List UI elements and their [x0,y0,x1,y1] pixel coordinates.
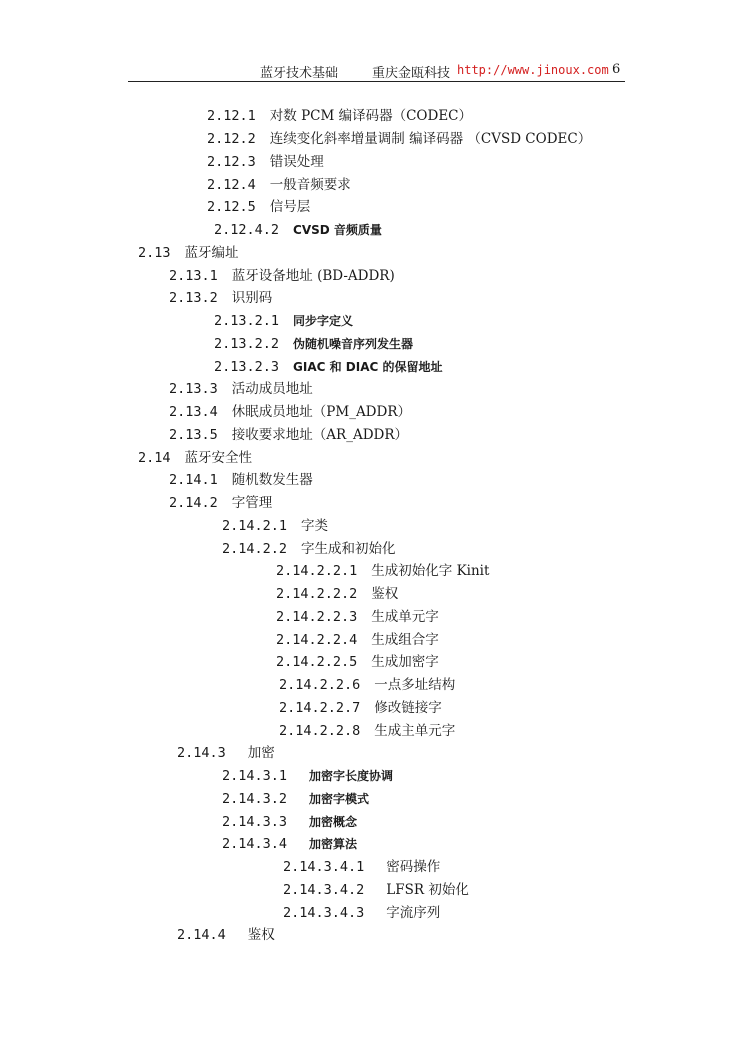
toc-label: 休眠成员地址（PM_ADDR） [231,404,411,420]
toc-label: 识别码 [231,290,273,306]
toc-number: 2.14.3.4 [222,836,288,852]
toc-label: 活动成员地址 [231,381,313,397]
toc-label: 密码操作 [386,859,441,875]
toc-label: 蓝牙设备地址 (BD-ADDR) [231,268,395,284]
toc-entry[interactable] [169,380,313,398]
toc-label: CVSD 音频质量 [293,223,382,237]
header-title: 蓝牙技术基础 [260,66,339,81]
toc-label: 蓝牙安全性 [184,450,253,466]
toc-entry[interactable] [276,631,439,649]
toc-number: 2.14.2.2.5 [276,654,358,670]
toc-entry[interactable] [207,176,351,194]
toc-number: 2.14.3 [177,745,226,761]
toc-label: 一点多址结构 [374,677,456,693]
toc-entry[interactable] [276,562,489,580]
toc-number: 2.14.1 [169,472,218,488]
toc-label: 加密算法 [309,837,358,851]
toc-number: 2.14.3.4.3 [283,905,365,921]
toc-entry[interactable] [276,585,398,603]
toc-entry[interactable] [138,449,252,467]
toc-number: 2.14.2.2.3 [276,609,358,625]
toc-label: 加密 [247,745,275,761]
toc-label: 加密字长度协调 [309,769,394,783]
toc-number: 2.14.3.1 [222,768,288,784]
toc-label: 字管理 [231,495,273,511]
toc-entry[interactable] [207,198,310,216]
toc-entry[interactable] [214,312,353,330]
toc-number: 2.14.2.1 [222,518,288,534]
toc-entry[interactable] [279,676,455,694]
toc-number: 2.14 [138,450,171,466]
toc-number: 2.14.3.4.2 [283,882,365,898]
toc-entry[interactable] [207,153,324,171]
toc-label: 生成单元字 [371,609,439,625]
toc-number: 2.13.4 [169,404,218,420]
toc-number: 2.12.4.2 [214,222,280,238]
toc-label: 鉴权 [371,586,399,602]
toc-entry[interactable] [222,813,357,831]
toc-entry[interactable] [214,358,443,376]
toc-number: 2.14.3.2 [222,791,288,807]
toc-number: 2.14.2.2.2 [276,586,358,602]
toc-number: 2.12.2 [207,131,256,147]
toc-entry[interactable] [222,790,369,808]
toc-number: 2.14.4 [177,927,226,943]
toc-number: 2.12.5 [207,199,256,215]
toc-number: 2.13.2.3 [214,359,280,375]
toc-label: 连续变化斜率增量调制 编译码器 （CVSD CODEC） [269,131,592,147]
toc-entry[interactable] [214,221,382,239]
toc-number: 2.12.3 [207,154,256,170]
toc-number: 2.12.4 [207,177,256,193]
toc-entry[interactable] [138,244,239,262]
toc-number: 2.14.2.2.6 [279,677,361,693]
toc-entry[interactable] [169,471,313,489]
toc-entry[interactable] [222,517,328,535]
header-url-link[interactable]: http://www.jinoux.com [457,63,609,77]
toc-number: 2.12.1 [207,108,256,124]
toc-label: 随机数发生器 [231,472,313,488]
toc-entry[interactable] [222,767,393,785]
toc-number: 2.14.2 [169,495,218,511]
toc-entry[interactable] [169,403,411,421]
toc-entry[interactable] [207,130,591,148]
toc-entry[interactable] [214,335,413,353]
toc-number: 2.13.5 [169,427,218,443]
toc-label: 字流序列 [386,905,441,921]
toc-number: 2.14.2.2 [222,541,288,557]
toc-entry[interactable] [169,494,272,512]
toc-number: 2.13.1 [169,268,218,284]
toc-entry[interactable] [276,608,439,626]
toc-number: 2.13.2.1 [214,313,280,329]
toc-entry[interactable] [283,858,440,876]
toc-number: 2.13 [138,245,171,261]
toc-entry[interactable] [283,904,440,922]
toc-entry[interactable] [169,289,272,307]
header-company: 重庆金瓯科技 [372,66,451,81]
toc-number: 2.14.3.3 [222,814,288,830]
toc-label: 加密概念 [309,815,358,829]
toc-number: 2.13.2 [169,290,218,306]
toc-label: 对数 PCM 编译码器（CODEC） [269,108,473,124]
toc-label: 字类 [301,518,329,534]
toc-label: 一般音频要求 [269,177,351,193]
toc-entry[interactable] [279,699,442,717]
toc-number: 2.14.2.2.1 [276,563,358,579]
toc-label: 生成组合字 [371,632,439,648]
toc-label: 鉴权 [247,927,275,943]
toc-label: 信号层 [269,199,311,215]
toc-entry[interactable] [177,744,275,762]
toc-label: GIAC 和 DIAC 的保留地址 [293,360,443,374]
toc-number: 2.14.2.2.7 [279,700,361,716]
toc-entry[interactable] [276,653,439,671]
toc-entry[interactable] [279,722,455,740]
toc-entry[interactable] [169,267,395,285]
toc-number: 2.13.2.2 [214,336,280,352]
toc-label: 伪随机噪音序列发生器 [293,337,414,351]
toc-entry[interactable] [169,426,408,444]
toc-number: 2.14.3.4.1 [283,859,365,875]
toc-label: 同步字定义 [293,314,354,328]
toc-label: 生成初始化字 Kinit [371,563,490,579]
toc-number: 2.14.2.2.8 [279,723,361,739]
toc-label: 错误处理 [269,154,324,170]
toc-label: 生成加密字 [371,654,439,670]
page-number: 6 [612,62,621,77]
toc-label: 接收要求地址（AR_ADDR） [231,427,409,443]
toc-entry[interactable] [177,926,275,944]
toc-label: LFSR 初始化 [386,882,469,898]
toc-entry[interactable] [207,107,472,125]
toc-label: 字生成和初始化 [301,541,396,557]
toc-label: 修改链接字 [374,700,442,716]
toc-entry[interactable] [283,881,469,899]
toc-label: 生成主单元字 [374,723,456,739]
toc-number: 2.14.2.2.4 [276,632,358,648]
toc-entry[interactable] [222,540,396,558]
toc-number: 2.13.3 [169,381,218,397]
toc-entry[interactable] [222,835,357,853]
toc-label: 蓝牙编址 [184,245,239,261]
toc-label: 加密字模式 [309,792,370,806]
